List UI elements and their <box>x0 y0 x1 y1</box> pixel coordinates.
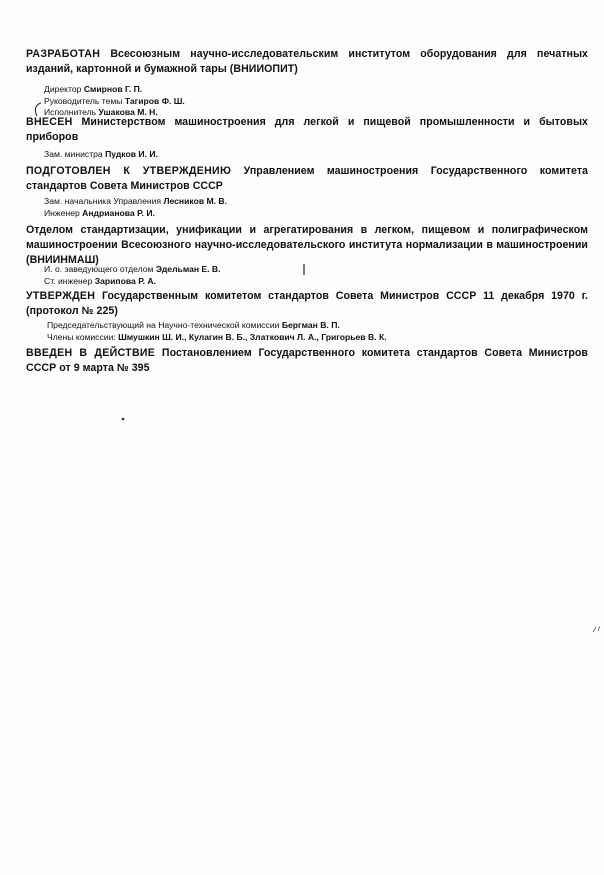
standardization-department-signatories <box>44 264 584 287</box>
tick-mark <box>302 264 306 276</box>
signatory-line: Ст. инженер Зарипова Р. А. <box>44 275 157 286</box>
signatory-line: Исполнитель Ушакова М. Н. <box>44 107 158 117</box>
prepared-for-approval-heading: ПОДГОТОВЛЕН К УТВЕРЖДЕНИЮ <box>26 165 232 177</box>
submitted-by-text: Министерством машиностроения для легкой и пищевой промышленности и бытовых приборов <box>26 116 588 143</box>
approved-by-text: Государственным комитетом стандартов Совета Министров СССР 11 декабря 1970 г. (протокол № 225) <box>26 290 588 317</box>
developed-by-paragraph <box>26 47 588 77</box>
signatory-line: Инженер Андрианова Р. И. <box>44 207 155 218</box>
put-into-effect-text: Постановлением Государственного комитета стандартов Совета Министров СССР от 9 марта № 395 <box>26 347 588 374</box>
developed-by-heading: РАЗРАБОТАН <box>26 48 101 60</box>
put-into-effect-heading: ВВЕДЕН В ДЕЙСТВИЕ <box>26 347 156 359</box>
speck-mark <box>592 624 602 634</box>
signatory-line: Зам. начальника Управления Лесников М. В. <box>44 196 228 206</box>
signatory-line: И. о. заведующего отделом Эдельман Е. В. <box>44 264 221 274</box>
developed-by-signatories <box>44 84 584 119</box>
developed-by-text: Всесоюзным научно-исследовательским институтом оборудования для печатных изданий, картонной и бумажной тары (ВНИИОПИТ) <box>26 48 588 75</box>
submitted-by-signatories <box>44 149 584 161</box>
approved-by-heading: УТВЕРЖДЕН <box>26 290 96 302</box>
put-into-effect-paragraph <box>26 346 588 376</box>
approved-by-signatories <box>47 320 587 343</box>
signatory-line: Директор Смирнов Г. П. <box>44 84 143 94</box>
signatory-line: Председательствующий на Научно-технической комиссии Бергман В. П. <box>47 320 340 330</box>
signatory-line: Члены комиссии: Шмушкин Ш. И., Кулагин В. Б., Златкович Л. А., Григорьев В. К. <box>47 331 387 342</box>
prepared-for-approval-signatories <box>44 196 584 219</box>
standardization-department-paragraph <box>26 223 588 268</box>
signatory-line: Зам. министра Пудков И. И. <box>44 149 158 159</box>
standardization-department-text: Отделом стандартизации, унификации и агрегатирования в легком, пищевом и полиграфическом машиностроении Всесоюзного научно-исследовательского института нормализации в машиностроении (ВНИИНМАШ) <box>26 224 588 266</box>
speck-mark <box>120 416 126 422</box>
bracket-mark <box>33 102 43 118</box>
submitted-by-paragraph <box>26 115 588 145</box>
prepared-for-approval-text: Управлением машиностроения Государственного комитета стандартов Совета Министров СССР <box>26 165 588 192</box>
approved-by-paragraph <box>26 289 588 319</box>
prepared-for-approval-paragraph <box>26 164 588 194</box>
signatory-line: Руководитель темы Тагиров Ф. Ш. <box>44 95 185 106</box>
submitted-by-heading: ВНЕСЕН <box>26 116 73 128</box>
